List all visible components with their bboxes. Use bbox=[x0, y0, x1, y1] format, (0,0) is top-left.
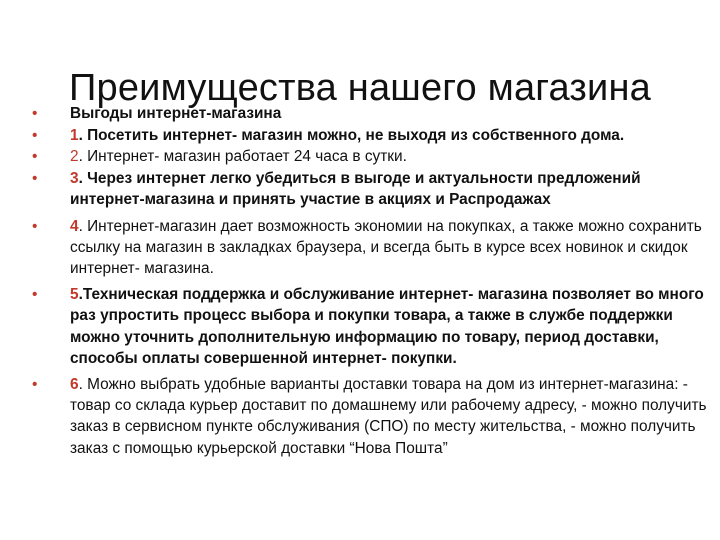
bullet-item bbox=[30, 146, 710, 167]
item-number: 4 bbox=[70, 217, 79, 235]
bullet-item bbox=[30, 103, 710, 124]
bullet-dot-icon: • bbox=[32, 217, 38, 235]
bullet-dot-icon: • bbox=[32, 375, 38, 393]
bullet-dot-icon: • bbox=[32, 286, 38, 304]
item-text: . Через интернет легко убедиться в выгоде и актуальности предложений интернет-магазина и принять участие в акциях и Распродажах bbox=[70, 170, 641, 209]
item-text: . Интернет-магазин дает возможность экономии на покупках, а также можно сохранить ссылку на магазин в закладках браузера, и всегда быть в курсе всех новинок и скидок интернет- магазина. bbox=[70, 217, 702, 277]
item-number: 5 bbox=[70, 286, 79, 304]
bullet-dot-icon: • bbox=[32, 170, 38, 188]
item-number: 6 bbox=[70, 375, 79, 393]
item-text: . Посетить интернет- магазин можно, не выходя из собственного дома. bbox=[78, 126, 625, 144]
item-number: 1 bbox=[70, 126, 79, 144]
bullet-dot-icon: • bbox=[32, 105, 38, 122]
slide-title: Преимущества нашего магазина bbox=[68, 67, 651, 110]
item-text: .Техническая поддержка и обслуживание интернет- магазина позволяет во много раз упростить процесс выбора и покупки товара, а также в службе поддержки можно уточнить дополнительную информацию по товару, период доставки, способы оплаты совершенной интернет- покупки. bbox=[70, 286, 704, 367]
bullet-dot-icon: • bbox=[32, 148, 38, 166]
bullet-item bbox=[30, 284, 710, 369]
bullet-list bbox=[30, 103, 710, 459]
item-text: Выгоды интернет-магазина bbox=[70, 105, 282, 122]
item-number: 3 bbox=[70, 170, 79, 188]
item-number: 2 bbox=[70, 148, 79, 166]
bullet-dot-icon: • bbox=[32, 126, 38, 144]
bullet-item bbox=[30, 125, 710, 146]
item-text: . Можно выбрать удобные варианты доставки товара на дом из интернет-магазина: - товар со склада курьер доставит по домашнему или рабочему адресу, - можно получить заказ в сервисном пункте обслуживания (СПО) по месту жительства, - можно получить заказ с помощью курьерской доставки “Нова Пошта” bbox=[70, 375, 707, 457]
bullet-item bbox=[30, 216, 710, 280]
item-text: . Интернет- магазин работает 24 часа в сутки. bbox=[78, 148, 407, 166]
bullet-item bbox=[30, 374, 710, 459]
bullet-item bbox=[30, 168, 710, 210]
